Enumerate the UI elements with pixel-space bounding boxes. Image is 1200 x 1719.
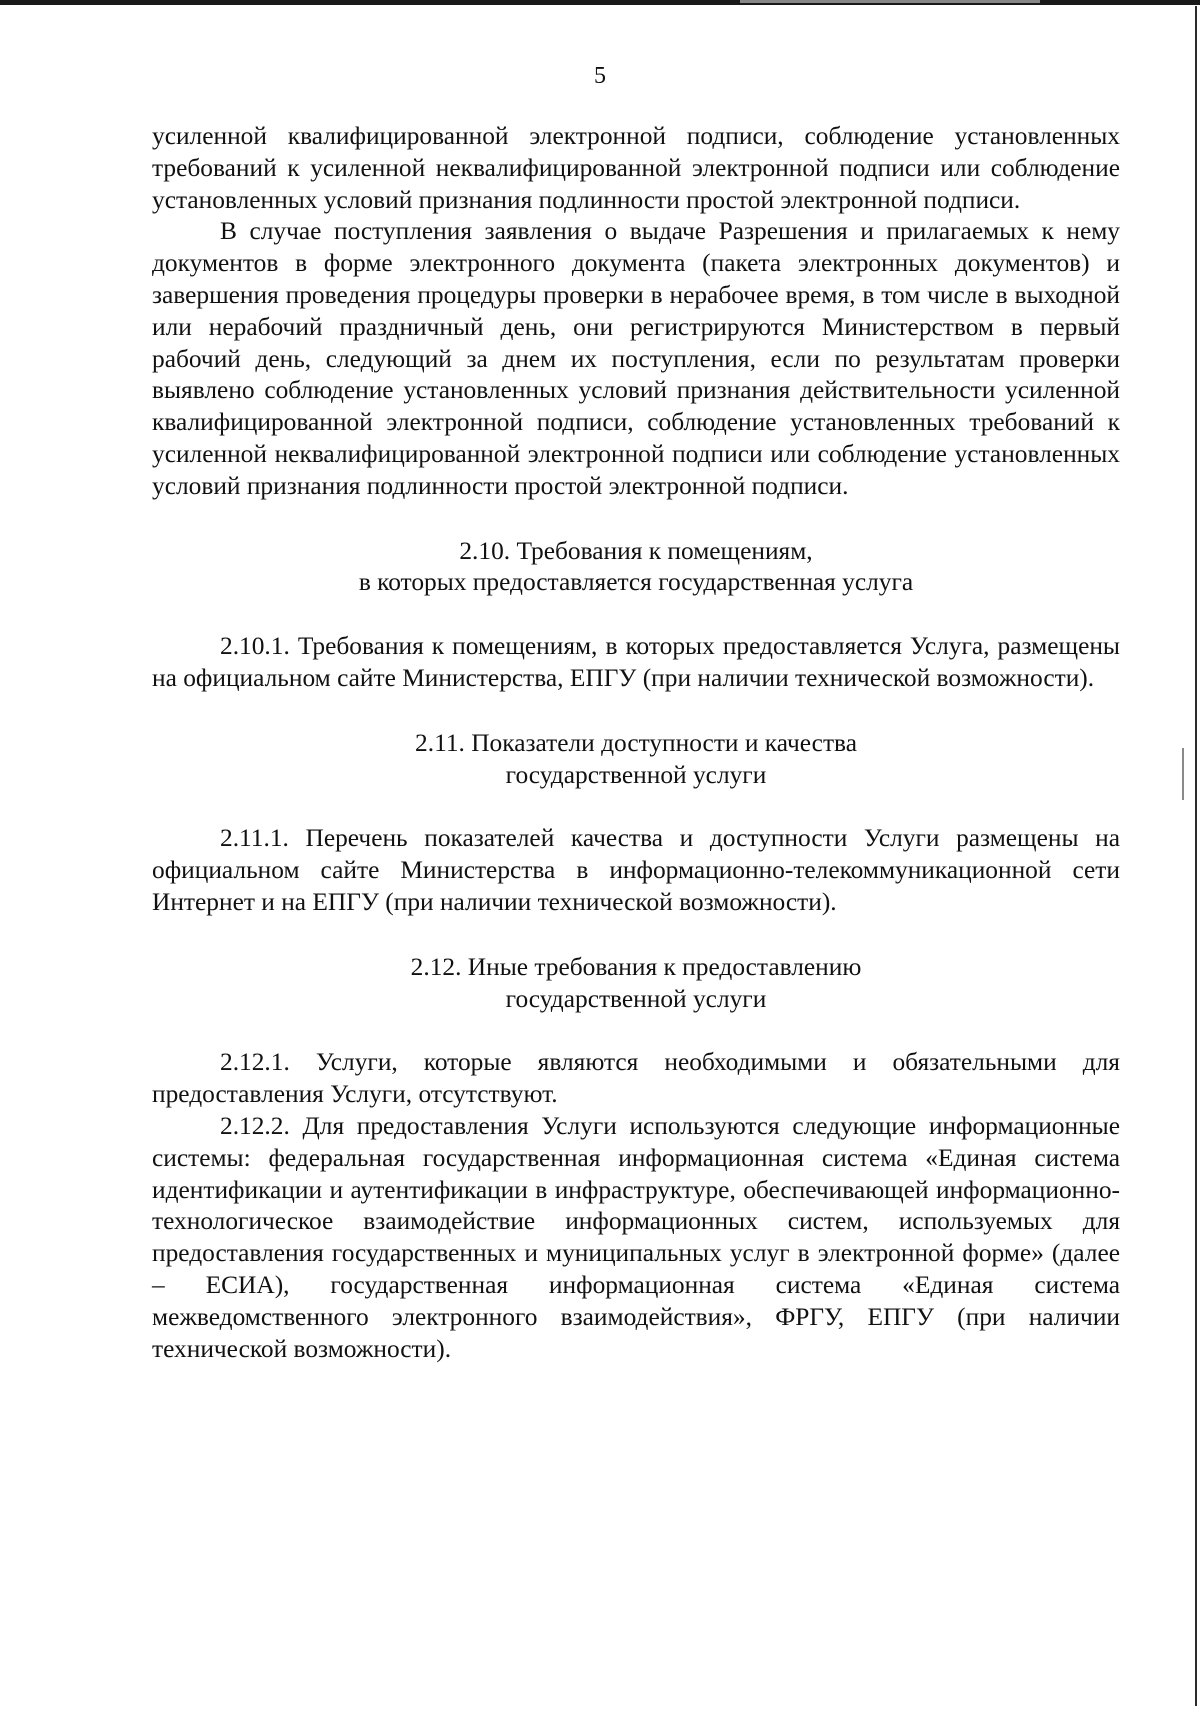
spacer xyxy=(152,919,1120,952)
paragraph-signature-continuation: усиленной квалифицированной электронной подписи, соблюдение установленных требований к усиленной неквалифицированной электронной подписи или соблюдение установленных условий признания подлинности простой электронной подписи. xyxy=(152,122,1120,214)
section-heading-2-10-line-2: в которых предоставляется государственная услуга xyxy=(358,568,914,597)
paragraph-2-12-1: 2.12.1. Услуги, которые являются необходимыми и обязательными для предоставления Услуги, отсутствуют. xyxy=(152,1048,1120,1109)
paragraph-2-12-2: 2.12.2. Для предоставления Услуги используются следующие информационные системы: федеральная государственная информационная система «Единая система идентификации и аутентификации в инфраструктуре, обеспечивающей информационно-технологическое взаимодействие информационных систем, используемых для предоставления государственных и муниципальных услуг в электронной форме» (далее – ЕСИА), государственная информационная система «Единая система межведомственного электронного взаимодействия», ФРГУ, ЕПГУ (при наличии технической возможности). xyxy=(152,1111,1120,1363)
spacer xyxy=(152,695,1120,728)
section-heading-2-12 xyxy=(152,952,1120,1016)
section-heading-2-10 xyxy=(152,536,1120,600)
spacer xyxy=(152,1015,1120,1047)
paragraph-2-10-1: 2.10.1. Требования к помещениям, в которых предоставляется Услуга, размещены на официальном сайте Министерства, ЕПГУ (при наличии технической возможности). xyxy=(152,632,1120,692)
page-number: 5 xyxy=(594,63,606,89)
paragraph-2-11-1: 2.11.1. Перечень показателей качества и доступности Услуги размещены на официальном сайте Министерства в информационно-телекоммуникационной сети Интернет и на ЕПГУ (при наличии технической возможности). xyxy=(152,824,1120,916)
section-heading-2-11-line-2: государственной услуги xyxy=(505,760,767,789)
section-heading-2-12-line-1: 2.12. Иные требования к предоставлению xyxy=(410,952,862,981)
document-body xyxy=(152,121,1120,1365)
section-heading-2-11 xyxy=(152,728,1120,792)
spacer xyxy=(152,599,1120,631)
section-heading-2-12-line-2: государственной услуги xyxy=(505,984,767,1013)
section-heading-2-11-line-1: 2.11. Показатели доступности и качества xyxy=(415,728,857,757)
paragraph-electronic-submission: В случае поступления заявления о выдаче Разрешения и прилагаемых к нему документов в форме электронного документа (пакета электронных документов) и завершения проведения процедуры проверки в нерабочее время, в том числе в выходной или нерабочий праздничный день, они регистрируются Министерством в первый рабочий день, следующий за днем их поступления, если по результатам проверки выявлено соблюдение установленных условий признания действительности усиленной квалифицированной электронной подписи, соблюдение установленных требований к усиленной неквалифицированной электронной подписи или соблюдение установленных условий признания подлинности простой электронной подписи. xyxy=(152,217,1120,500)
spacer xyxy=(152,791,1120,823)
spacer xyxy=(152,503,1120,536)
section-heading-2-10-line-1: 2.10. Требования к помещениям, xyxy=(459,536,813,565)
